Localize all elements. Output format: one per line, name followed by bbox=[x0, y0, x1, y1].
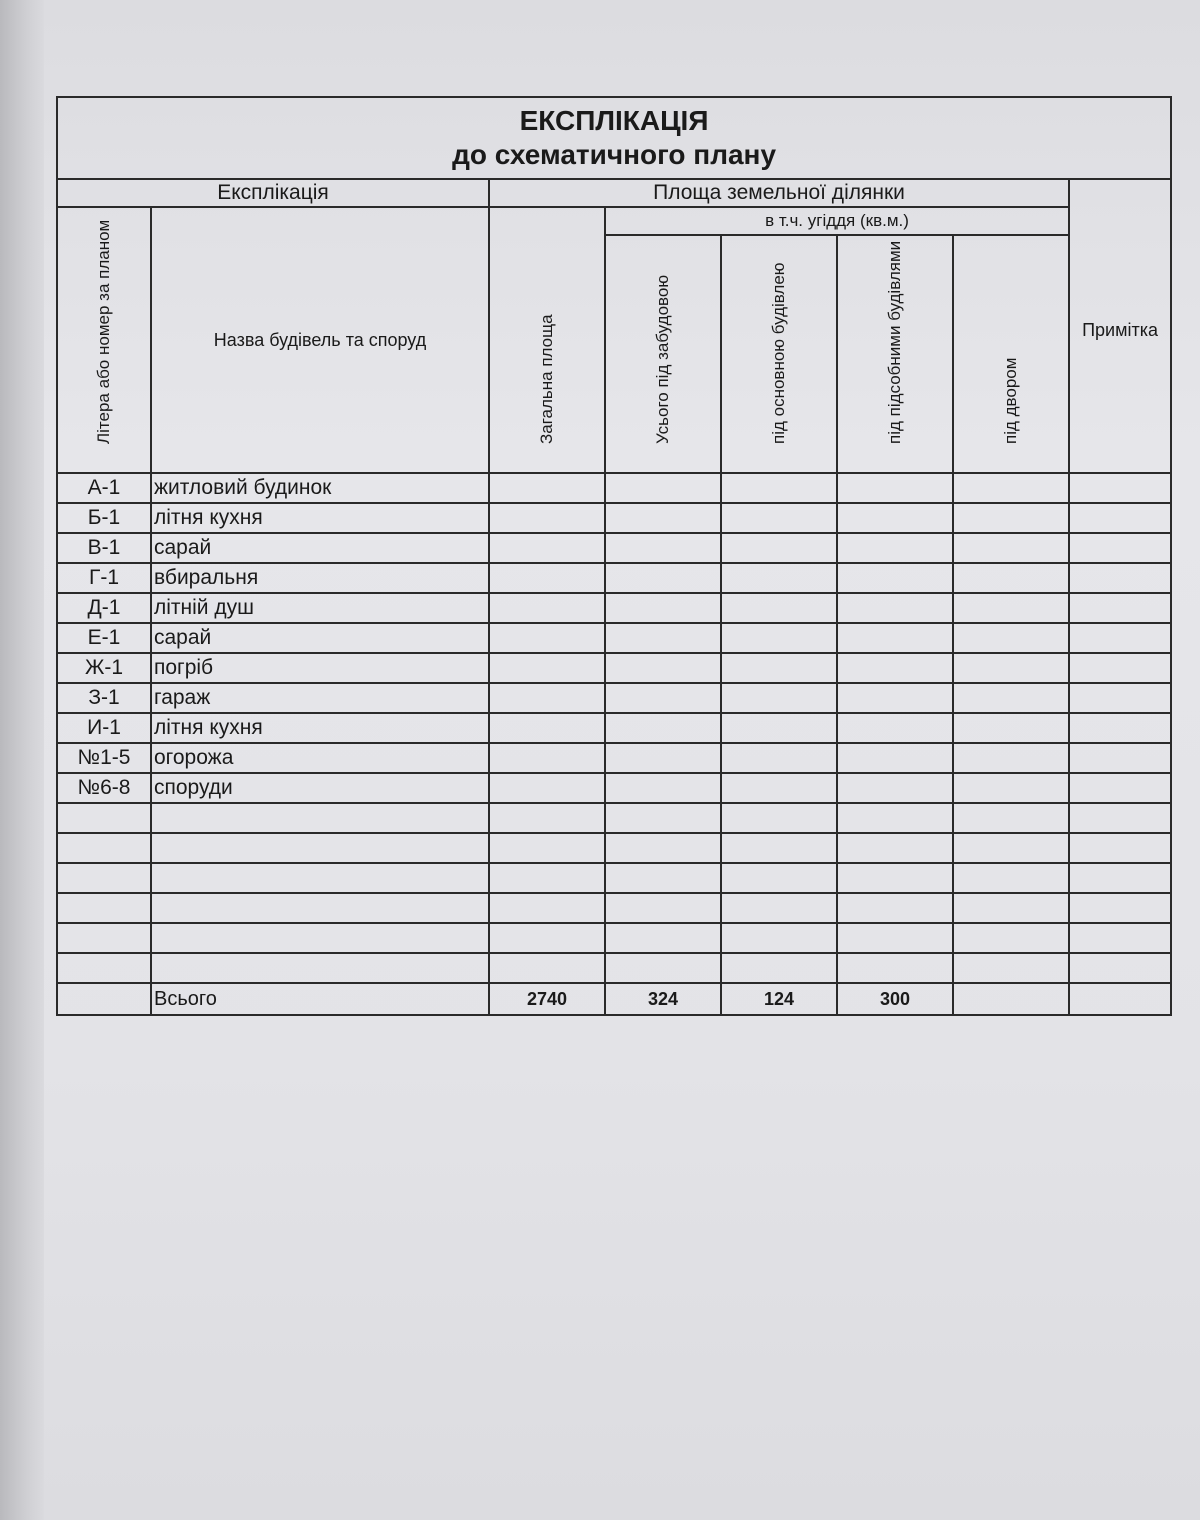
main-cell bbox=[721, 683, 837, 713]
built-cell bbox=[605, 803, 721, 833]
note-cell bbox=[1069, 713, 1171, 743]
table-row bbox=[57, 653, 1171, 683]
yard-cell bbox=[953, 893, 1069, 923]
aux-cell bbox=[837, 533, 953, 563]
row-code: Ж-1 bbox=[57, 653, 151, 683]
built-cell bbox=[605, 563, 721, 593]
total-area-cell bbox=[489, 503, 605, 533]
row-name: гараж bbox=[151, 683, 489, 713]
note-cell bbox=[1069, 893, 1171, 923]
aux-cell bbox=[837, 953, 953, 983]
name-cell bbox=[151, 893, 489, 923]
total-area-cell bbox=[489, 623, 605, 653]
total-area-cell bbox=[489, 803, 605, 833]
title-line-2: до схематичного плану bbox=[452, 139, 777, 170]
aux-cell bbox=[837, 893, 953, 923]
main-cell bbox=[721, 503, 837, 533]
built-cell bbox=[605, 743, 721, 773]
main-cell bbox=[721, 953, 837, 983]
main-cell bbox=[721, 533, 837, 563]
row-name: літня кухня bbox=[151, 503, 489, 533]
row-code: З-1 bbox=[57, 683, 151, 713]
empty-row bbox=[57, 833, 1171, 863]
main-cell bbox=[721, 563, 837, 593]
name-cell bbox=[151, 803, 489, 833]
yard-cell bbox=[953, 803, 1069, 833]
table-row bbox=[57, 593, 1171, 623]
total-aux-value: 300 bbox=[837, 983, 953, 1015]
explication-document bbox=[56, 96, 1170, 1024]
name-cell bbox=[151, 953, 489, 983]
row-name: вбиральня bbox=[151, 563, 489, 593]
empty-row bbox=[57, 923, 1171, 953]
table-row bbox=[57, 683, 1171, 713]
main-cell bbox=[721, 863, 837, 893]
note-header: Примітка bbox=[1069, 179, 1171, 473]
row-code: В-1 bbox=[57, 533, 151, 563]
yard-cell bbox=[953, 473, 1069, 503]
total-area-cell bbox=[489, 743, 605, 773]
main-cell bbox=[721, 593, 837, 623]
built-cell bbox=[605, 833, 721, 863]
empty-row bbox=[57, 863, 1171, 893]
note-cell bbox=[1069, 683, 1171, 713]
row-name: огорожа bbox=[151, 743, 489, 773]
built-column-label: Усього під забудовою bbox=[653, 274, 672, 444]
total-area-cell bbox=[489, 953, 605, 983]
total-area-cell bbox=[489, 653, 605, 683]
table-row bbox=[57, 623, 1171, 653]
total-area-column-header bbox=[489, 207, 605, 473]
main-cell bbox=[721, 773, 837, 803]
explication-table bbox=[56, 96, 1172, 1016]
table-row bbox=[57, 773, 1171, 803]
explication-header: Експлікація bbox=[57, 179, 489, 207]
total-area-cell bbox=[489, 923, 605, 953]
row-name: літній душ bbox=[151, 593, 489, 623]
letter-column-label: Літера або номер за планом bbox=[94, 219, 113, 444]
built-column-header bbox=[605, 235, 721, 473]
empty-row bbox=[57, 893, 1171, 923]
code-cell bbox=[57, 863, 151, 893]
yard-cell bbox=[953, 713, 1069, 743]
note-cell bbox=[1069, 803, 1171, 833]
letter-column-header bbox=[57, 207, 151, 473]
incl-land-header: в т.ч. угіддя (кв.м.) bbox=[605, 207, 1069, 235]
note-cell bbox=[1069, 623, 1171, 653]
aux-cell bbox=[837, 653, 953, 683]
aux-buildings-column-header bbox=[837, 235, 953, 473]
table-row bbox=[57, 503, 1171, 533]
yard-cell bbox=[953, 953, 1069, 983]
aux-cell bbox=[837, 683, 953, 713]
aux-cell bbox=[837, 593, 953, 623]
aux-cell bbox=[837, 503, 953, 533]
main-cell bbox=[721, 473, 837, 503]
main-building-column-label: під основною будівлею bbox=[769, 262, 788, 444]
total-area-cell bbox=[489, 773, 605, 803]
aux-cell bbox=[837, 833, 953, 863]
aux-cell bbox=[837, 803, 953, 833]
main-cell bbox=[721, 803, 837, 833]
table-row bbox=[57, 713, 1171, 743]
built-cell bbox=[605, 503, 721, 533]
note-cell bbox=[1069, 833, 1171, 863]
note-cell bbox=[1069, 773, 1171, 803]
built-cell bbox=[605, 683, 721, 713]
yard-cell bbox=[953, 533, 1069, 563]
total-label: Всього bbox=[151, 983, 489, 1015]
yard-cell bbox=[953, 833, 1069, 863]
yard-column-header bbox=[953, 235, 1069, 473]
aux-cell bbox=[837, 563, 953, 593]
table-row bbox=[57, 533, 1171, 563]
code-cell bbox=[57, 833, 151, 863]
main-cell bbox=[721, 893, 837, 923]
main-cell bbox=[721, 653, 837, 683]
empty-row bbox=[57, 953, 1171, 983]
table-row bbox=[57, 743, 1171, 773]
yard-cell bbox=[953, 773, 1069, 803]
built-cell bbox=[605, 593, 721, 623]
built-cell bbox=[605, 923, 721, 953]
yard-cell bbox=[953, 863, 1069, 893]
main-cell bbox=[721, 623, 837, 653]
empty-row bbox=[57, 803, 1171, 833]
built-cell bbox=[605, 953, 721, 983]
total-area-cell bbox=[489, 713, 605, 743]
aux-cell bbox=[837, 923, 953, 953]
page-binding-shadow bbox=[0, 0, 44, 1520]
total-area-cell bbox=[489, 563, 605, 593]
name-column-header: Назва будівель та споруд bbox=[151, 207, 489, 473]
main-cell bbox=[721, 713, 837, 743]
total-area-cell bbox=[489, 473, 605, 503]
code-cell bbox=[57, 893, 151, 923]
header-row-2 bbox=[57, 207, 1171, 235]
document-title bbox=[57, 97, 1171, 179]
total-area-cell bbox=[489, 533, 605, 563]
yard-cell bbox=[953, 923, 1069, 953]
aux-cell bbox=[837, 713, 953, 743]
row-name: літня кухня bbox=[151, 713, 489, 743]
note-cell bbox=[1069, 653, 1171, 683]
row-code: И-1 bbox=[57, 713, 151, 743]
note-cell bbox=[1069, 923, 1171, 953]
built-cell bbox=[605, 623, 721, 653]
total-area-cell bbox=[489, 593, 605, 623]
aux-cell bbox=[837, 773, 953, 803]
total-area-cell bbox=[489, 863, 605, 893]
header-row-1 bbox=[57, 179, 1171, 207]
aux-cell bbox=[837, 623, 953, 653]
name-cell bbox=[151, 923, 489, 953]
row-name: житловий будинок bbox=[151, 473, 489, 503]
total-area-cell bbox=[489, 893, 605, 923]
table-row bbox=[57, 473, 1171, 503]
aux-cell bbox=[837, 473, 953, 503]
note-cell bbox=[1069, 743, 1171, 773]
yard-cell bbox=[953, 503, 1069, 533]
main-cell bbox=[721, 833, 837, 863]
row-code: №6-8 bbox=[57, 773, 151, 803]
note-cell bbox=[1069, 473, 1171, 503]
aux-cell bbox=[837, 863, 953, 893]
row-code: Е-1 bbox=[57, 623, 151, 653]
yard-cell bbox=[953, 623, 1069, 653]
row-code: №1-5 bbox=[57, 743, 151, 773]
yard-cell bbox=[953, 593, 1069, 623]
code-cell bbox=[57, 953, 151, 983]
aux-buildings-column-label: під підсобними будівлями bbox=[885, 240, 904, 444]
note-cell bbox=[1069, 503, 1171, 533]
built-cell bbox=[605, 653, 721, 683]
name-cell bbox=[151, 833, 489, 863]
total-built-value: 324 bbox=[605, 983, 721, 1015]
built-cell bbox=[605, 473, 721, 503]
main-cell bbox=[721, 743, 837, 773]
row-name: погріб bbox=[151, 653, 489, 683]
code-cell bbox=[57, 923, 151, 953]
yard-cell bbox=[953, 563, 1069, 593]
table-row bbox=[57, 563, 1171, 593]
built-cell bbox=[605, 773, 721, 803]
row-name: сарай bbox=[151, 623, 489, 653]
title-row bbox=[57, 97, 1171, 179]
row-code: А-1 bbox=[57, 473, 151, 503]
row-code: Г-1 bbox=[57, 563, 151, 593]
yard-cell bbox=[953, 743, 1069, 773]
note-cell bbox=[1069, 563, 1171, 593]
total-area-column-label: Загальна площа bbox=[537, 314, 556, 444]
total-code-cell bbox=[57, 983, 151, 1015]
total-note-value bbox=[1069, 983, 1171, 1015]
main-building-column-header bbox=[721, 235, 837, 473]
note-cell bbox=[1069, 863, 1171, 893]
note-cell bbox=[1069, 533, 1171, 563]
note-cell bbox=[1069, 953, 1171, 983]
built-cell bbox=[605, 863, 721, 893]
total-main-value: 124 bbox=[721, 983, 837, 1015]
yard-cell bbox=[953, 653, 1069, 683]
row-code: Б-1 bbox=[57, 503, 151, 533]
built-cell bbox=[605, 533, 721, 563]
code-cell bbox=[57, 803, 151, 833]
yard-cell bbox=[953, 683, 1069, 713]
built-cell bbox=[605, 893, 721, 923]
total-area-cell bbox=[489, 833, 605, 863]
built-cell bbox=[605, 713, 721, 743]
main-cell bbox=[721, 923, 837, 953]
aux-cell bbox=[837, 743, 953, 773]
title-line-1: ЕКСПЛІКАЦІЯ bbox=[519, 105, 709, 136]
row-code: Д-1 bbox=[57, 593, 151, 623]
note-cell bbox=[1069, 593, 1171, 623]
total-area-cell bbox=[489, 683, 605, 713]
row-name: споруди bbox=[151, 773, 489, 803]
yard-column-label: під двором bbox=[1001, 357, 1020, 444]
land-area-header: Площа земельної ділянки bbox=[489, 179, 1069, 207]
total-yard-value bbox=[953, 983, 1069, 1015]
name-cell bbox=[151, 863, 489, 893]
total-area-value: 2740 bbox=[489, 983, 605, 1015]
row-name: сарай bbox=[151, 533, 489, 563]
total-row bbox=[57, 983, 1171, 1015]
